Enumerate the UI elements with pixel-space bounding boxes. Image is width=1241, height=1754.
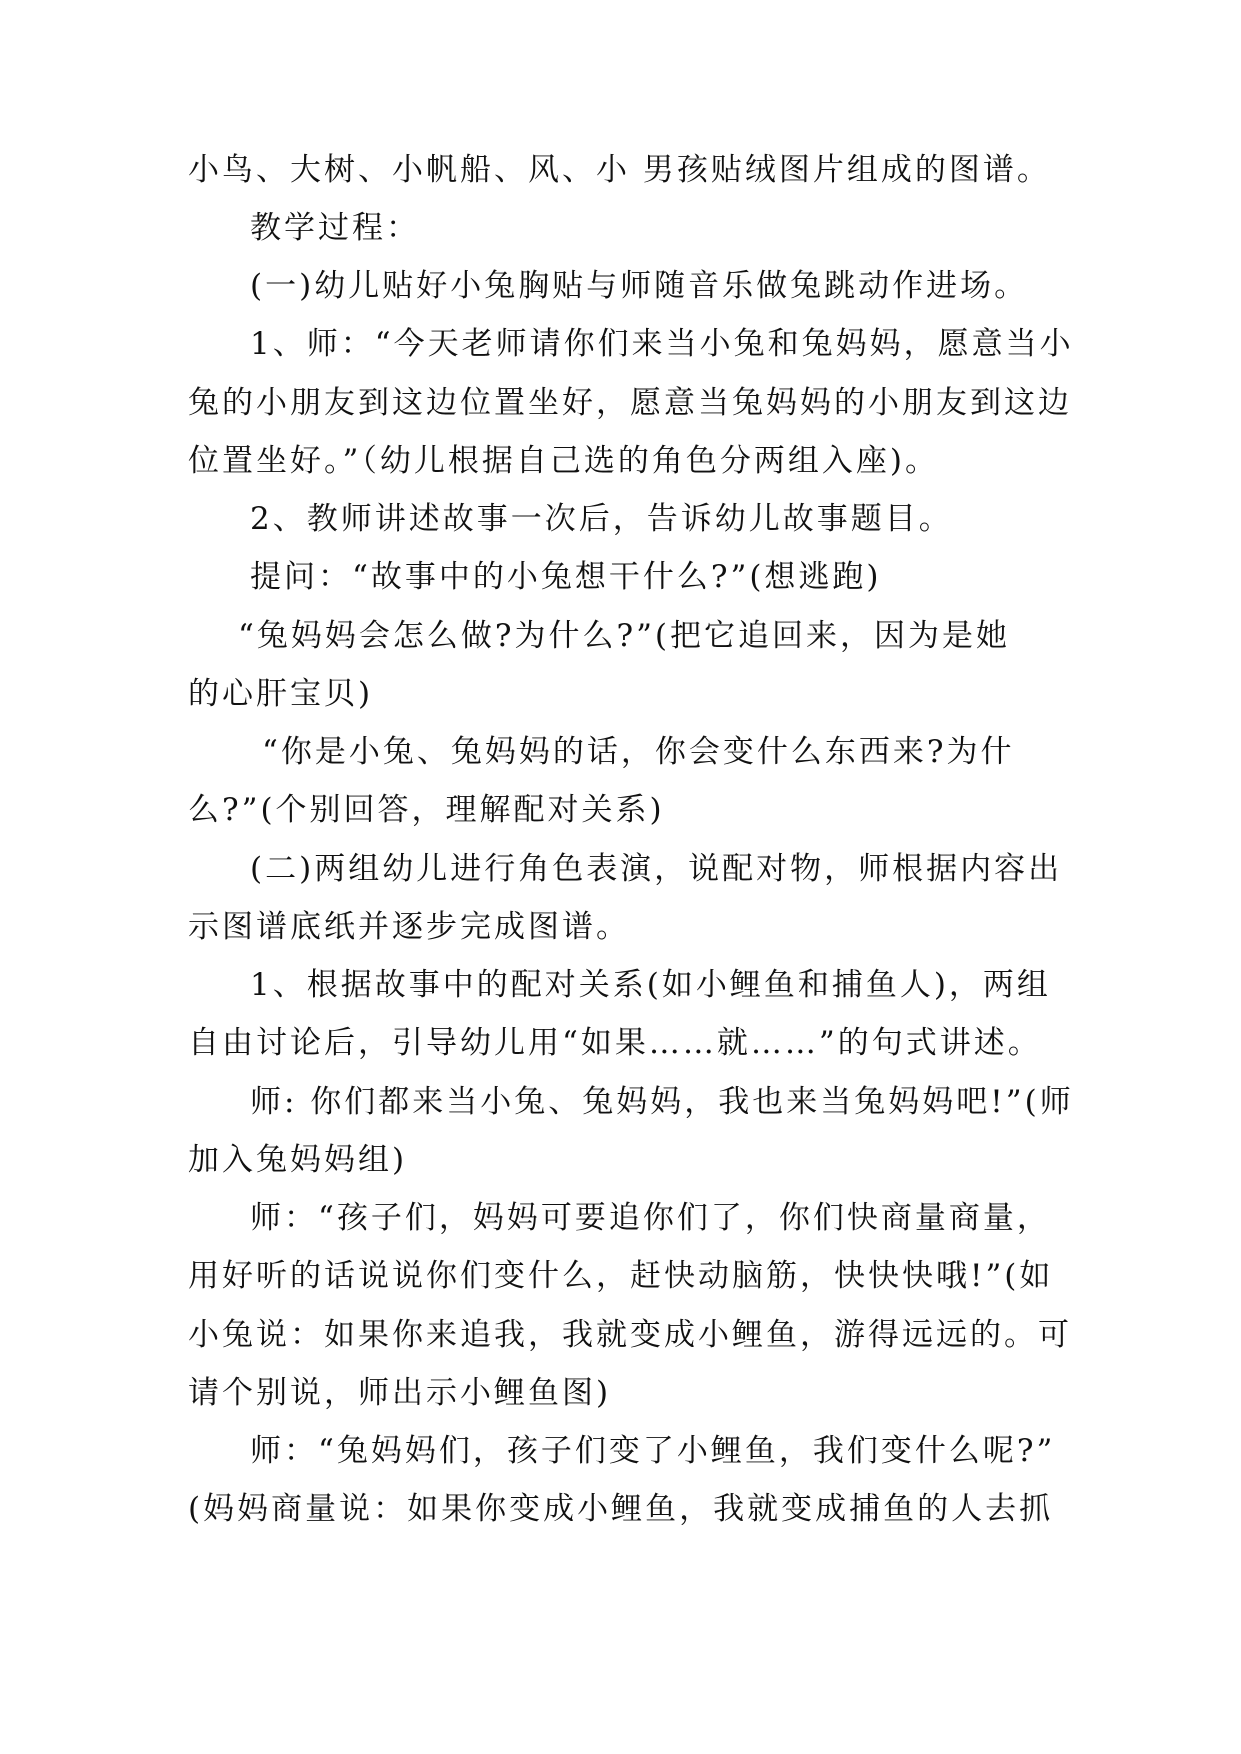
text-line: 2、教师讲述故事一次后，告诉幼儿故事题目。 <box>250 501 953 537</box>
text-line: 师：“孩子们，妈妈可要追你们了，你们快商量商量， <box>250 1200 1051 1236</box>
text-line: 1、师：“今天老师请你们来当小兔和兔妈妈，愿意当小 <box>250 326 1074 362</box>
text-line: 请个别说，师出示小鲤鱼图) <box>188 1375 612 1411</box>
section-heading: (一)幼儿贴好小兔胸贴与师随音乐做兔跳动作进场。 <box>250 268 1029 304</box>
text-line: 1、根据故事中的配对关系(如小鲤鱼和捕鱼人)，两组 <box>250 967 1051 1003</box>
text-line: 用好听的话说说你们变什么，赶快动脑筋，快快快哦!”(如 <box>188 1258 1054 1294</box>
text-line: 的心肝宝贝) <box>188 676 374 712</box>
text-line: 师：“兔妈妈们，孩子们变了小鲤鱼，我们变什么呢?” <box>250 1433 1056 1469</box>
section-heading: 教学过程： <box>250 210 420 246</box>
text-line: “兔妈妈会怎么做?为什么?”(把它追回来，因为是她 <box>238 618 1011 654</box>
text-line: 提问：“故事中的小兔想干什么?”(想逃跑) <box>250 559 882 595</box>
text-line: 么?”(个别回答，理解配对关系) <box>188 792 665 828</box>
text-line: 师: 你们都来当小兔、兔妈妈，我也来当兔妈妈吧!”(师 <box>250 1084 1074 1120</box>
text-line: 小兔说：如果你来追我，我就变成小鲤鱼，游得远远的。可 <box>188 1317 1072 1353</box>
section-heading: (二)两组幼儿进行角色表演，说配对物，师根据内容出 <box>250 851 1063 887</box>
text-line: 加入兔妈妈组) <box>188 1142 408 1178</box>
text-line: 位置坐好。”（幼儿根据自己选的角色分两组入座)。 <box>188 443 939 479</box>
text-line: 兔的小朋友到这边位置坐好，愿意当兔妈妈的小朋友到这边 <box>188 385 1072 421</box>
text-line: 示图谱底纸并逐步完成图谱。 <box>188 909 630 945</box>
text-line: “你是小兔、兔妈妈的话，你会变什么东西来?为什 <box>262 734 1015 770</box>
text-line: (妈妈商量说：如果你变成小鲤鱼，我就变成捕鱼的人去抓 <box>188 1491 1054 1527</box>
text-line: 自由讨论后，引导幼儿用“如果……就……”的句式讲述。 <box>188 1025 1042 1061</box>
text-line: 小鸟、大树、小帆船、风、小 男孩贴绒图片组成的图谱。 <box>188 152 1051 188</box>
